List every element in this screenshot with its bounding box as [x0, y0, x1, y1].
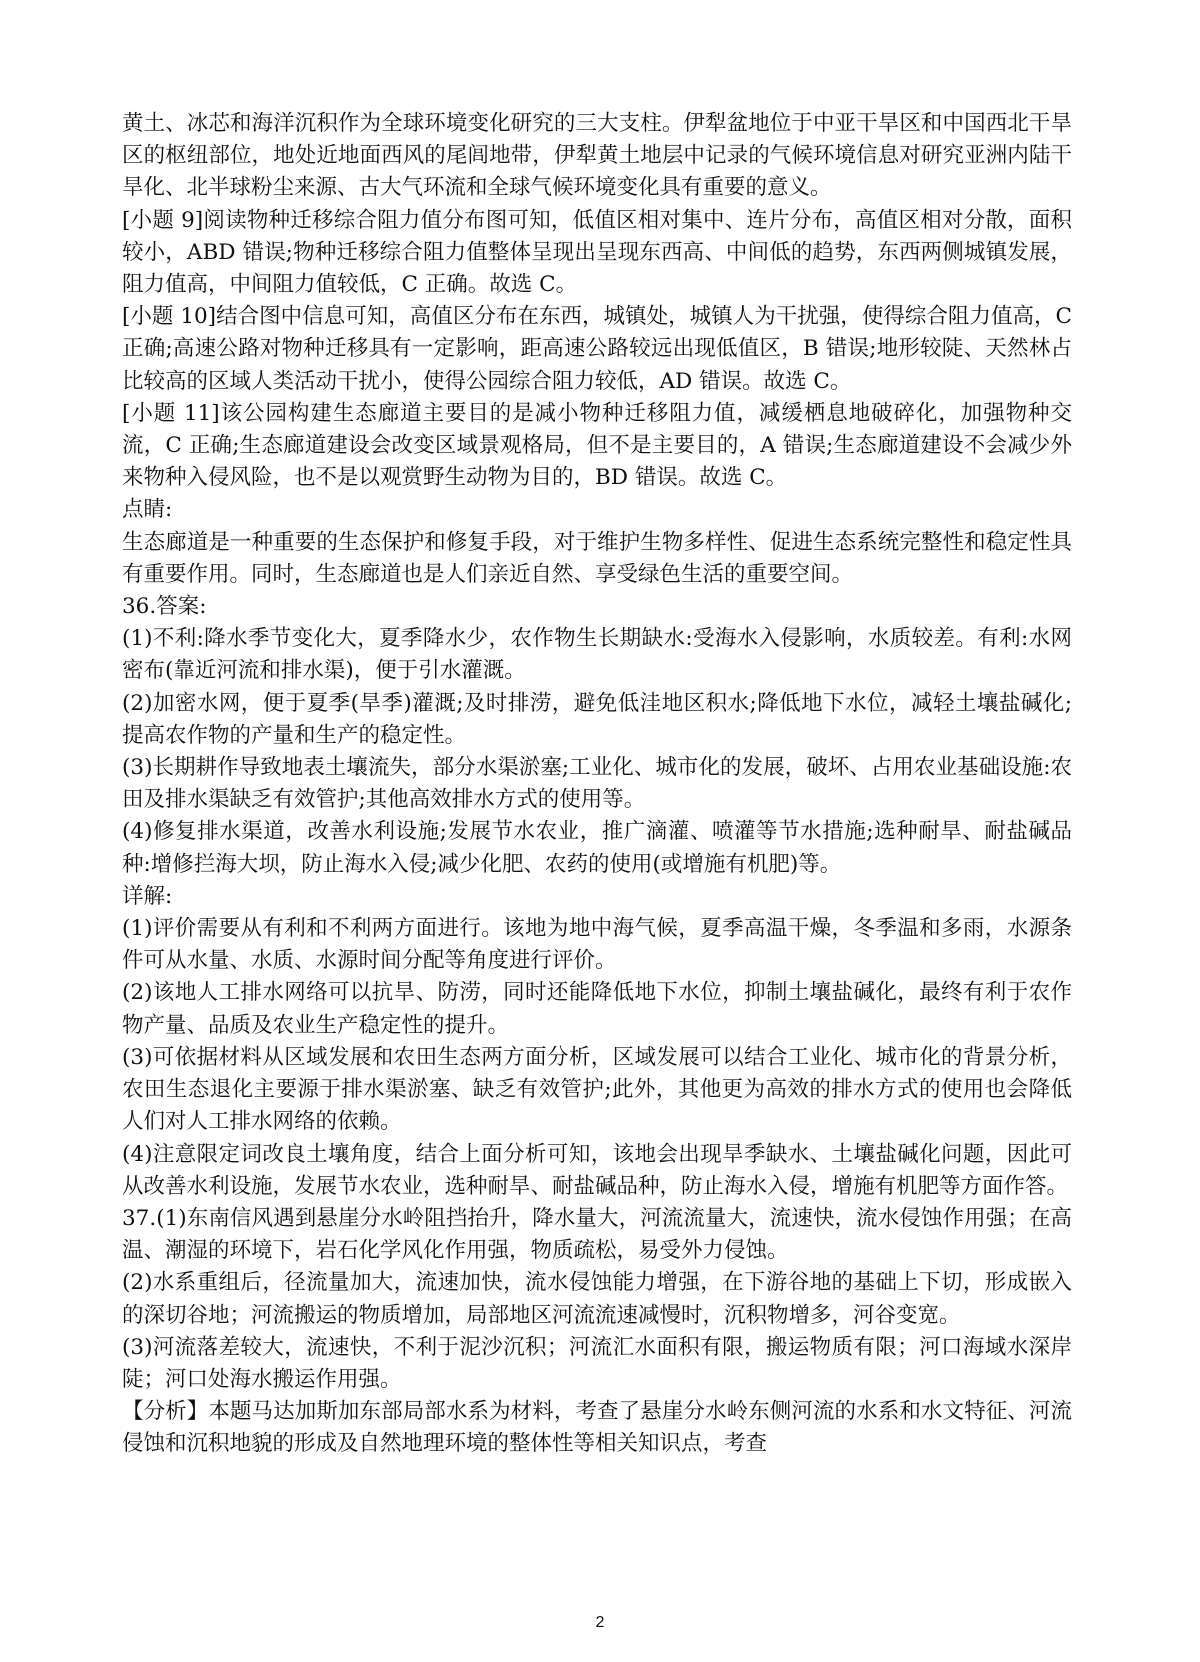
paragraph-q11: [小题 11]该公园构建生态廊道主要目的是减小物种迁移阻力值，减缓栖息地破碎化，加强物种交流，C 正确;生态廊道建设会改变区域景观格局，但不是主要目的，A 错误;生态廊道建设不会减少外来物种入侵风险，也不是以观赏野生动物为目的，BD 错误。故选 C。	[122, 400, 1072, 491]
paragraph-analysis: 【分析】本题马达加斯加东部局部水系为材料，考查了悬崖分水岭东侧河流的水系和水文特征、河流侵蚀和沉积地貌的形成及自然地理环境的整体性等相关知识点，考查	[122, 1399, 1072, 1457]
paragraph-q36-2: (2)加密水网，便于夏季(旱季)灌溉;及时排涝，避免低洼地区积水;降低地下水位，减轻土壤盐碱化;提高农作物的产量和生产的稳定性。	[122, 690, 1072, 748]
paragraph-q36-1: (1)不利:降水季节变化大，夏季降水少，农作物生长期缺水:受海水入侵影响，水质较差。有利:水网密布(靠近河流和排水渠)，便于引水灌溉。	[122, 626, 1072, 684]
paragraph-q37-1: 37.(1)东南信风遇到悬崖分水岭阻挡抬升，降水量大，河流流量大，流速快，流水侵蚀作用强；在高温、潮湿的环境下，岩石化学风化作用强，物质疏松，易受外力侵蚀。	[122, 1205, 1072, 1264]
paragraph-q9: [小题 9]阅读物种迁移综合阻力值分布图可知，低值区相对集中、连片分布，高值区相对分散，面积较小，ABD 错误;物种迁移综合阻力值整体呈现出呈现东西高、中间低的趋势，东西两侧城镇发展，阻力值高，中间阻力值较低，C 正确。故选 C。	[122, 207, 1072, 298]
paragraph-q10: [小题 10]结合图中信息可知，高值区分布在东西，城镇处，城镇人为干扰强，使得综合阻力值高，C 正确;高速公路对物种迁移具有一定影响，距高速公路较远出现低值区，B 错误;地形较陡、天然林占比较高的区域人类活动干扰小，使得公园综合阻力较低，AD 错误。故选 C。	[122, 304, 1072, 394]
document-body	[122, 108, 1072, 1461]
paragraph-q36-4: (4)修复排水渠道，改善水利设施;发展节水农业，推广滴灌、喷灌等节水措施;选种耐旱、耐盐碱品种:增修拦海大坝，防止海水入侵;减少化肥、农药的使用(或增施有机肥)等。	[122, 819, 1072, 877]
paragraph-q37-3: (3)河流落差较大，流速快，不利于泥沙沉积；河流汇水面积有限，搬运物质有限；河口海域水深岸陡；河口处海水搬运作用强。	[122, 1334, 1072, 1392]
paragraph-dianjing: 生态廊道是一种重要的生态保护和修复手段，对于维护生物多样性、促进生态系统完整性和稳定性具有重要作用。同时，生态廊道也是人们亲近自然、享受绿色生活的重要空间。	[122, 529, 1072, 587]
paragraph-detail-1: (1)评价需要从有利和不利两方面进行。该地为地中海气候，夏季高温干燥，冬季温和多雨，水源条件可从水量、水质、水源时间分配等角度进行评价。	[122, 916, 1072, 974]
heading-xiangjie: 详解:	[122, 883, 173, 909]
heading-dianjing: 点睛:	[122, 497, 173, 523]
paragraph-q36-3: (3)长期耕作导致地表土壤流失，部分水渠淤塞;工业化、城市化的发展，破坏、占用农业基础设施:农田及排水渠缺乏有效管护;其他高效排水方式的使用等。	[122, 755, 1072, 813]
paragraph-detail-2: (2)该地人工排水网络可以抗旱、防涝，同时还能降低地下水位，抑制土壤盐碱化，最终有利于农作物产量、品质及农业生产稳定性的提升。	[122, 980, 1072, 1038]
heading-q36-answer: 36.答案:	[122, 594, 207, 620]
paragraph-detail-4: (4)注意限定词改良土壤角度，结合上面分析可知，该地会出现旱季缺水、土壤盐碱化问题，因此可从改善水利设施，发展节水农业，选种耐旱、耐盐碱品种，防止海水入侵，增施有机肥等方面作答。	[122, 1141, 1072, 1199]
paragraph-detail-3: (3)可依据材料从区域发展和农田生态两方面分析，区域发展可以结合工业化、城市化的背景分析，农田生态退化主要源于排水渠淤塞、缺乏有效管护;此外，其他更为高效的排水方式的使用也会降低人们对人工排水网络的依赖。	[122, 1044, 1072, 1135]
page-number: 2	[595, 1614, 605, 1631]
paragraph-intro: 黄土、冰芯和海洋沉积作为全球环境变化研究的三大支柱。伊犁盆地位于中亚干旱区和中国西北干旱区的枢纽部位，地处近地面西风的尾闾地带，伊犁黄土地层中记录的气候环境信息对研究亚洲内陆干旱化、北半球粉尘来源、古大气环流和全球气候环境变化具有重要的意义。	[122, 111, 1072, 201]
paragraph-q37-2: (2)水系重组后，径流量加大，流速加快，流水侵蚀能力增强，在下游谷地的基础上下切，形成嵌入的深切谷地；河流搬运的物质增加，局部地区河流流速减慢时，沉积物增多，河谷变宽。	[122, 1270, 1072, 1328]
